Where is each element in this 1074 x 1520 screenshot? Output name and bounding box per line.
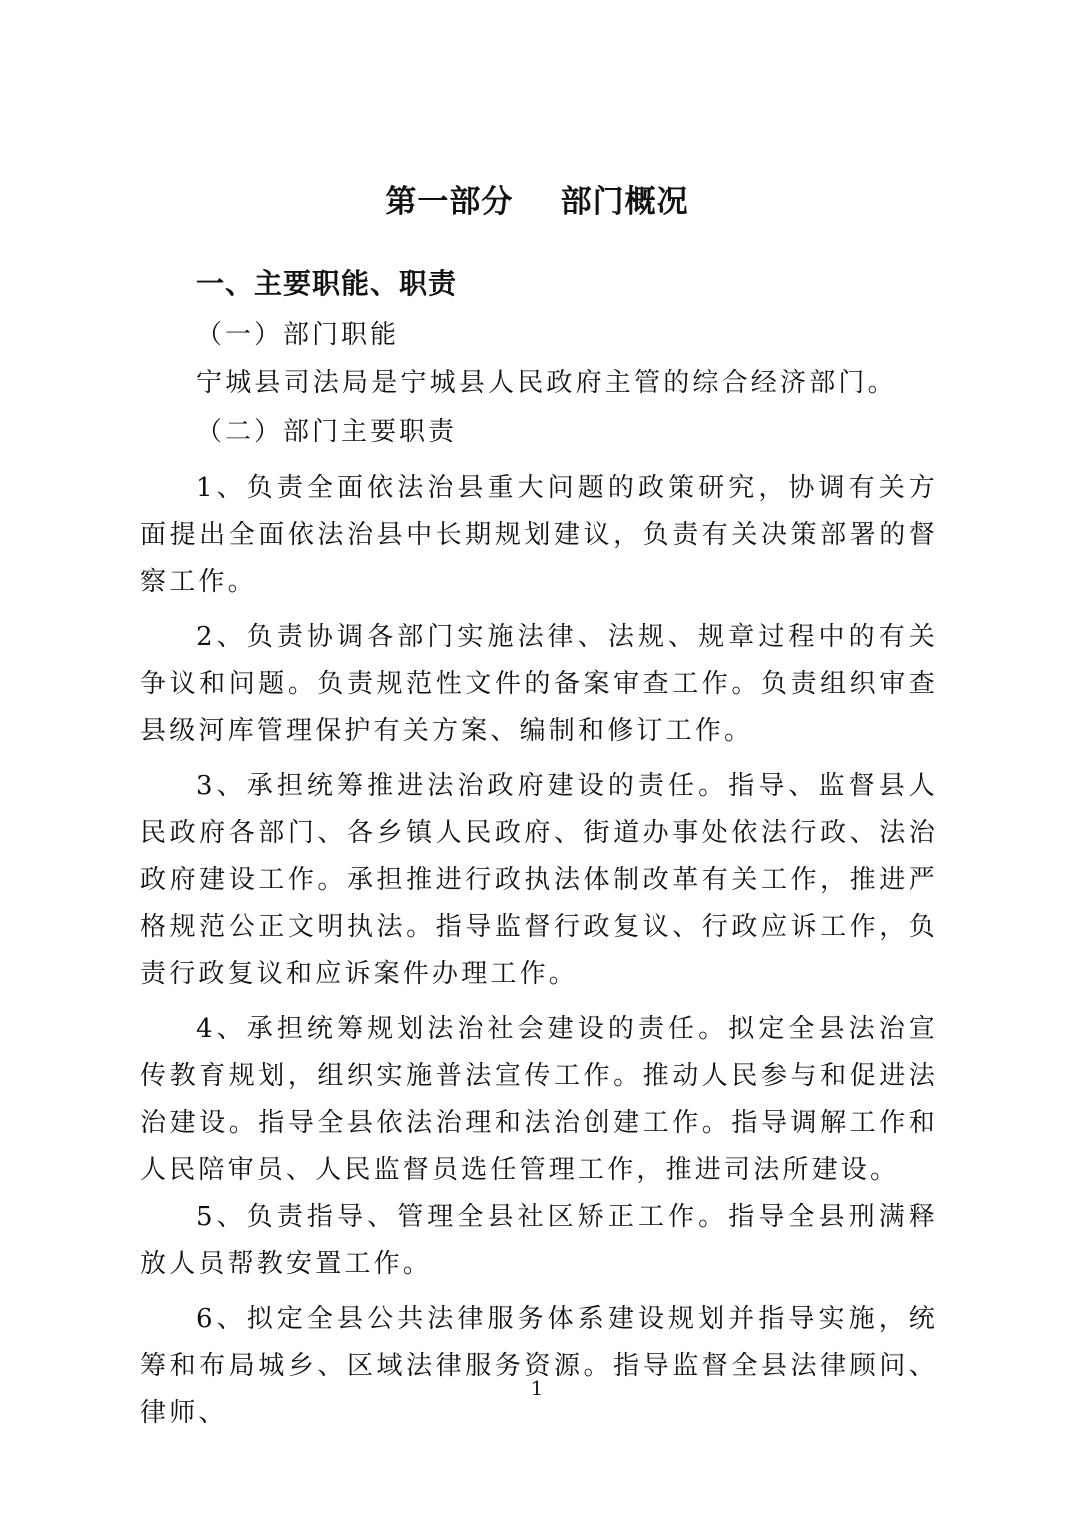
duty-item-5: 5、负责指导、管理全县社区矫正工作。指导全县刑满释放人员帮教安置工作。 [140,1202,938,1279]
page-title: 第一部分 部门概况 [385,184,689,220]
paragraph-intro: 宁城县司法局是宁城县人民政府主管的综合经济部门。 [196,368,897,398]
spacer [140,998,938,1006]
duty-item-4: 4、承担统筹规划法治社会建设的责任。拟定全县法治宣传教育规划，组织实施普法宣传工作。推动人民参与和促进法治建设。指导全县依法治理和法治创建工作。指导调解工作和人民陪审员、人民监督员选任管理工作，推进司法所建设。 [140,1014,938,1185]
subheading-department-function: （一）部门职能 [196,320,400,350]
document-body [140,258,938,1437]
duty-item-2: 2、负责协调各部门实施法律、法规、规章过程中的有关争议和问题。负责规范性文件的备案审查工作。负责组织审查县级河库管理保护有关方案、编制和修订工作。 [140,622,938,746]
spacer [140,457,938,465]
spacer [140,606,938,614]
spacer [140,755,938,763]
section-heading: 一、主要职能、职责 [196,267,458,300]
duty-item-6: 6、拟定全县公共法律服务体系建设规划并指导实施，统筹和布局城乡、区域法律服务资源。指导监督全县法律顾问、律师、 [140,1304,938,1428]
duty-item-1: 1、负责全面依法治县重大问题的政策研究，协调有关方面提出全面依法治县中长期规划建议，负责有关决策部署的督察工作。 [140,473,938,597]
spacer [140,1288,938,1296]
subheading-main-duties: （二）部门主要职责 [196,417,458,447]
page-number: 1 [530,1376,544,1400]
duty-item-3: 3、承担统筹推进法治政府建设的责任。指导、监督县人民政府各部门、各乡镇人民政府、街道办事处依法行政、法治政府建设工作。承担推进行政执法体制改革有关工作，推进严格规范公正文明执法。指导监督行政复议、行政应诉工作，负责行政复议和应诉案件办理工作。 [140,771,938,989]
